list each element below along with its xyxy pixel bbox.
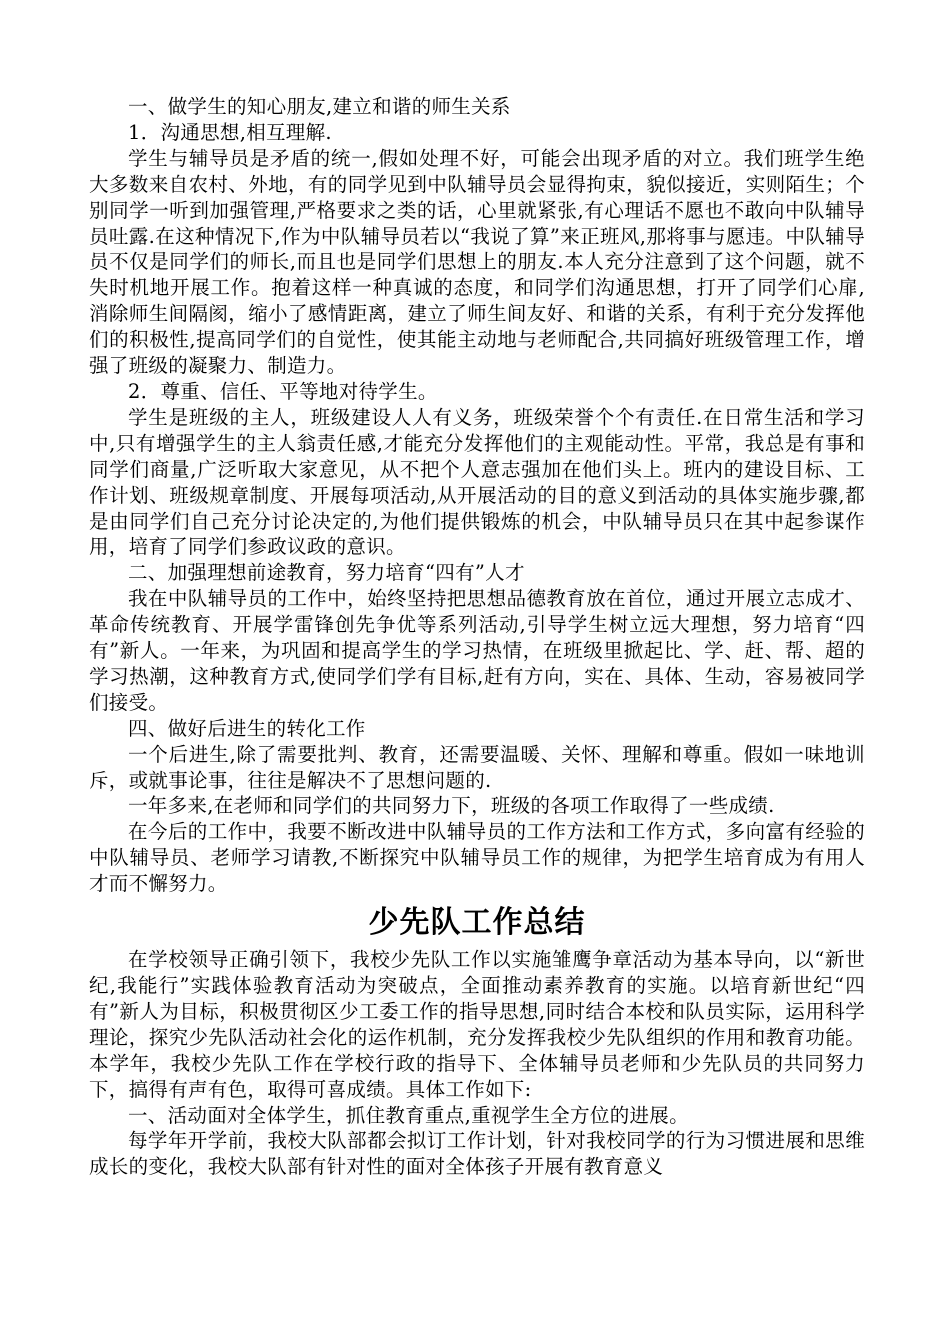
paragraph-communication: 学生与辅导员是矛盾的统一,假如处理不好，可能会出现矛盾的对立。我们班学生绝大多数来自农村、外地，有的同学见到中队辅导员会显得拘束，貌似接近，实则陌生；个别同学一听到加强管理,严格要求之类的话，心里就紧张,有心理话不愿也不敢向中队辅导员吐露.在这种情况下,作为中队辅导员若以“我说了算”来正班风,那将事与愿违。中队辅导员不仅是同学们的师长,而且也是同学们思想上的朋友.本人充分注意到了这个问题，就不失时机地开展工作。抱着这样一种真诚的态度，和同学们沟通思想，打开了同学们心扉,消除师生间隔阂，缩小了感情距离，建立了师生间友好、和谐的关系，有利于充分发挥他们的积极性,提高同学们的自觉性，使其能主动地与老师配合,共同搞好班级管理工作，增强了班级的凝聚力、制造力。	[89, 146, 865, 378]
pioneer-summary-section	[89, 947, 865, 1180]
paragraph-ideals: 我在中队辅导员的工作中，始终坚持把思想品德教育放在首位，通过开展立志成才、革命传统教育、开展学雷锋创先争优等系列活动,引导学生树立远大理想，努力培育“四有”新人。一年来，为巩固和提高学生的学习热情，在班级里掀起比、学、赶、帮、超的学习热潮，这种教育方式,使同学们学有目标,赶有方向，实在、具体、生动，容易被同学们接受。	[89, 587, 865, 714]
paragraph-future: 在今后的工作中，我要不断改进中队辅导员的工作方法和工作方式，多向富有经验的中队辅导员、老师学习请教,不断探究中队辅导员工作的规律，为把学生培育成为有用人才而不懈努力。	[89, 820, 865, 896]
paragraph-achievements: 一年多来,在老师和同学们的共同努力下，班级的各项工作取得了一些成绩.	[128, 794, 775, 818]
paragraph-intro: 在学校领导正确引领下，我校少先队工作以实施雏鹰争章活动为基本导向，以“新世纪,我能行”实践体验教育活动为突破点，全面推动素养教育的实施。以培育新世纪“四有”新人为目标，积极贯彻区少工委工作的指导思想,同时结合本校和队员实际，运用科学理论，探究少先队活动社会化的运作机制，充分发挥我校少先队组织的作用和教育功能。本学年，我校少先队工作在学校行政的指导下、全体辅导员老师和少先队员的共同努力下，搞得有声有色，取得可喜成绩。具体工作如下:	[89, 948, 865, 1101]
paragraph-transformation: 一个后进生,除了需要批判、教育，还需要温暖、关怀、理解和尊重。假如一味地训斥，或就事论事，往往是解决不了思想问题的.	[89, 742, 865, 792]
heading-two: 二、加强理想前途教育，努力培育“四有”人才	[128, 561, 525, 585]
subheading-communication: 1．沟通思想,相互理解.	[128, 120, 332, 144]
heading-one: 一、做学生的知心朋友,建立和谐的师生关系	[128, 95, 511, 118]
work-summary-section	[89, 94, 865, 897]
paragraph-respect: 学生是班级的主人，班级建设人人有义务，班级荣誉个个有责任.在日常生活和学习中,只有增强学生的主人翁责任感,才能充分发挥他们的主观能动性。平常，我总是有事和同学们商量,广泛听取大家意见，从不把个人意志强加在他们头上。班内的建设目标、工作计划、班级规章制度、开展每项活动,从开展活动的目的意义到活动的具体实施步骤,都是由同学们自己充分讨论决定的,为他们提供锻炼的机会，中队辅导员只在其中起参谋作用，培育了同学们参政议政的意识。	[89, 405, 865, 559]
document-title: 少先队工作总结	[368, 905, 586, 941]
heading-activities: 一、活动面对全体学生，抓住教育重点,重视学生全方位的进展。	[128, 1103, 689, 1127]
heading-four: 四、做好后进生的转化工作	[128, 716, 366, 740]
document-page	[89, 94, 865, 1180]
paragraph-activities: 每学年开学前，我校大队部都会拟订工作计划，针对我校同学的行为习惯进展和思维成长的变化，我校大队部有针对性的面对全体孩子开展有教育意义	[89, 1129, 865, 1179]
subheading-respect: 2．尊重、信任、平等地对待学生。	[128, 379, 438, 403]
